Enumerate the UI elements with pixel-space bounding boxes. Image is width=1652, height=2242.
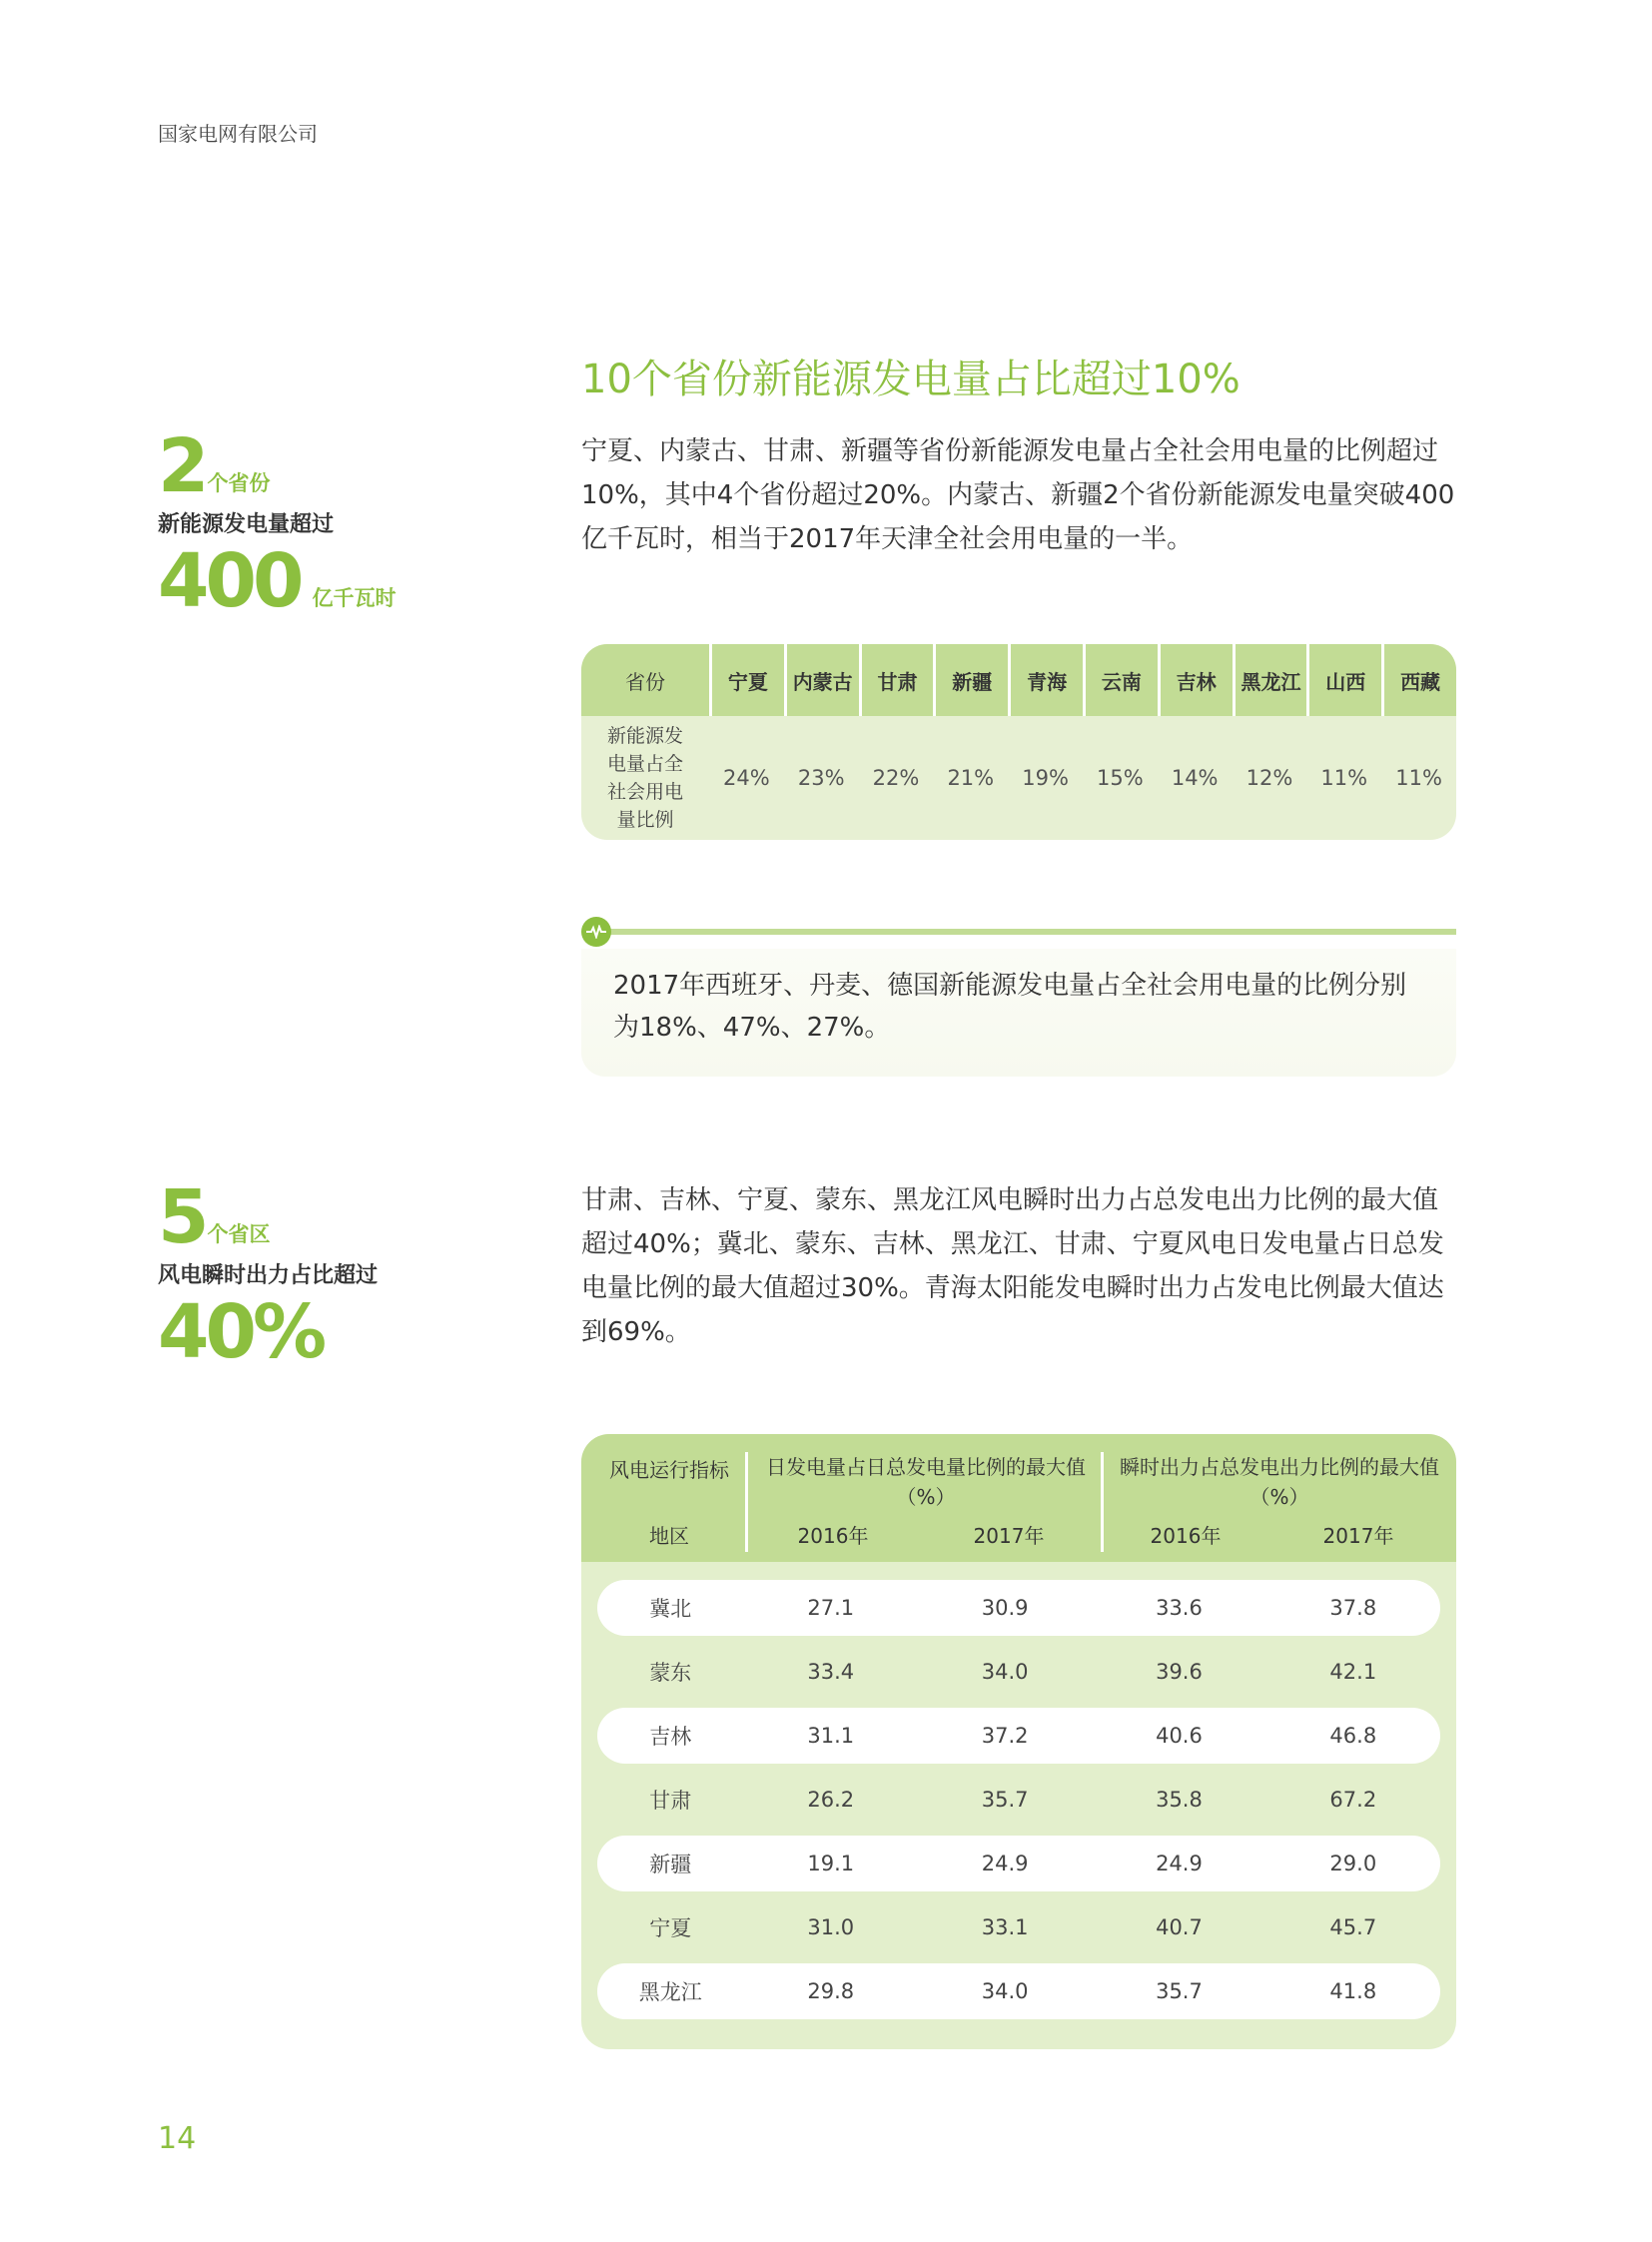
stat-block-provinces [158,423,457,624]
value-cell: 19.1 [807,1852,855,1875]
share-value: 15% [1097,766,1144,790]
value-cell: 41.8 [1329,1979,1377,2003]
row-label: 新能源发电量占全社会用电量比例 [606,725,683,831]
value-cell: 24.9 [1156,1852,1203,1875]
region-cell: 黑龙江 [638,1980,702,2004]
table-row [597,1836,1440,1891]
header-province: 青海 [1008,644,1083,716]
header-province: 宁夏 [709,644,784,716]
header-group-instant: 瞬时出力占总发电出力比例的最大值（%） [1120,1455,1439,1509]
value-cell: 26.2 [807,1788,855,1812]
header-group-daily: 日发电量占日总发电量比例的最大值（%） [766,1455,1086,1509]
stat-big-unit: 亿千瓦时 [312,586,397,610]
share-value: 14% [1171,766,1219,790]
value-cell: 46.8 [1329,1724,1377,1748]
table-row [597,1708,1440,1764]
value-cell: 37.2 [981,1724,1029,1748]
province-share-table [581,644,1456,840]
region-cell: 宁夏 [649,1916,692,1940]
stat-number: 5 [158,1174,206,1260]
stat-unit: 个省区 [207,1222,271,1246]
value-cell: 33.6 [1156,1596,1203,1620]
pulse-icon [581,917,611,947]
table-row [597,1963,1440,2019]
value-cell: 29.8 [807,1979,855,2003]
note-divider [599,929,1456,935]
header-year: 2017年 [973,1524,1045,1548]
share-value: 23% [797,766,845,790]
paragraph-wind: 甘肃、吉林、宁夏、蒙东、黑龙江风电瞬时出力占总发电出力比例的最大值超过40%；冀北、蒙东、吉林、黑龙江、甘肃、宁夏风电日发电量占日总发电量比例的最大值超过30%。青海太阳能发电瞬时出力占发电比例最大值达到69%。 [581,1185,1444,1347]
share-value: 24% [723,766,770,790]
share-value: 22% [872,766,920,790]
value-cell: 37.8 [1329,1596,1377,1620]
share-value: 12% [1245,766,1293,790]
header-province: 吉林 [1158,644,1233,716]
share-value: 11% [1395,766,1442,790]
paragraph-provinces: 宁夏、内蒙古、甘肃、新疆等省份新能源发电量占全社会用电量的比例超过10%，其中4个省份超过20%。内蒙古、新疆2个省份新能源发电量突破400亿千瓦时，相当于2017年天津全社会用电量的一半。 [581,436,1455,554]
header-province: 黑龙江 [1233,644,1307,716]
value-cell: 40.6 [1156,1724,1203,1748]
value-cell: 45.7 [1329,1915,1377,1939]
value-cell: 33.1 [981,1915,1029,1939]
value-cell: 34.0 [981,1979,1029,2003]
value-cell: 40.7 [1156,1915,1203,1939]
table-header-row [581,644,1456,716]
value-cell: 30.9 [981,1596,1029,1620]
value-cell: 42.1 [1329,1660,1377,1684]
region-cell: 冀北 [649,1597,692,1621]
table-row [597,1899,1440,1955]
header-indicator-label: 风电运行指标 [609,1458,729,1482]
header-province: 新疆 [933,644,1008,716]
header-year: 2016年 [1150,1524,1222,1548]
stat-big-value: 400 [158,538,301,624]
header-province: 西藏 [1381,644,1456,716]
value-cell: 34.0 [981,1660,1029,1684]
share-value: 11% [1320,766,1368,790]
header-province: 内蒙古 [784,644,859,716]
region-cell: 吉林 [649,1725,692,1749]
share-value: 21% [947,766,995,790]
value-cell: 67.2 [1329,1788,1377,1812]
value-cell: 33.4 [807,1660,855,1684]
header-region-label: 地区 [649,1524,689,1548]
stat-big-value: 40% [158,1289,324,1375]
section-title: 10个省份新能源发电量占比超过10% [581,357,1240,402]
region-cell: 蒙东 [649,1661,692,1685]
stat-label: 风电瞬时出力占比超过 [158,1263,379,1288]
table-row [597,1580,1440,1636]
table-header [581,1434,1456,1562]
wind-indicator-table [581,1434,1456,2049]
value-cell: 35.7 [1156,1979,1203,2003]
note-text: 2017年西班牙、丹麦、德国新能源发电量占全社会用电量的比例分别为18%、47%、27%。 [613,971,1407,1043]
stat-number: 2 [158,423,206,509]
value-cell: 27.1 [807,1596,855,1620]
company-name: 国家电网有限公司 [158,122,318,146]
header-province-label: 省份 [625,669,665,694]
value-cell: 35.7 [981,1788,1029,1812]
header-province: 云南 [1083,644,1158,716]
header-province: 山西 [1306,644,1381,716]
header-year: 2016年 [797,1524,869,1548]
region-cell: 新疆 [649,1853,692,1876]
value-cell: 35.8 [1156,1788,1203,1812]
page-number: 14 [158,2121,197,2156]
value-cell: 39.6 [1156,1660,1203,1684]
table-row [597,1644,1440,1700]
share-value: 19% [1022,766,1069,790]
value-cell: 31.0 [807,1915,855,1939]
table-row [581,716,1456,840]
value-cell: 29.0 [1329,1852,1377,1875]
stat-unit: 个省份 [207,471,271,495]
header-year: 2017年 [1322,1524,1394,1548]
value-cell: 24.9 [981,1852,1029,1875]
stat-label: 新能源发电量超过 [158,512,335,537]
header-province: 甘肃 [859,644,934,716]
value-cell: 31.1 [807,1724,855,1748]
stat-block-wind [158,1174,477,1375]
region-cell: 甘肃 [649,1789,692,1813]
table-row [597,1772,1440,1828]
